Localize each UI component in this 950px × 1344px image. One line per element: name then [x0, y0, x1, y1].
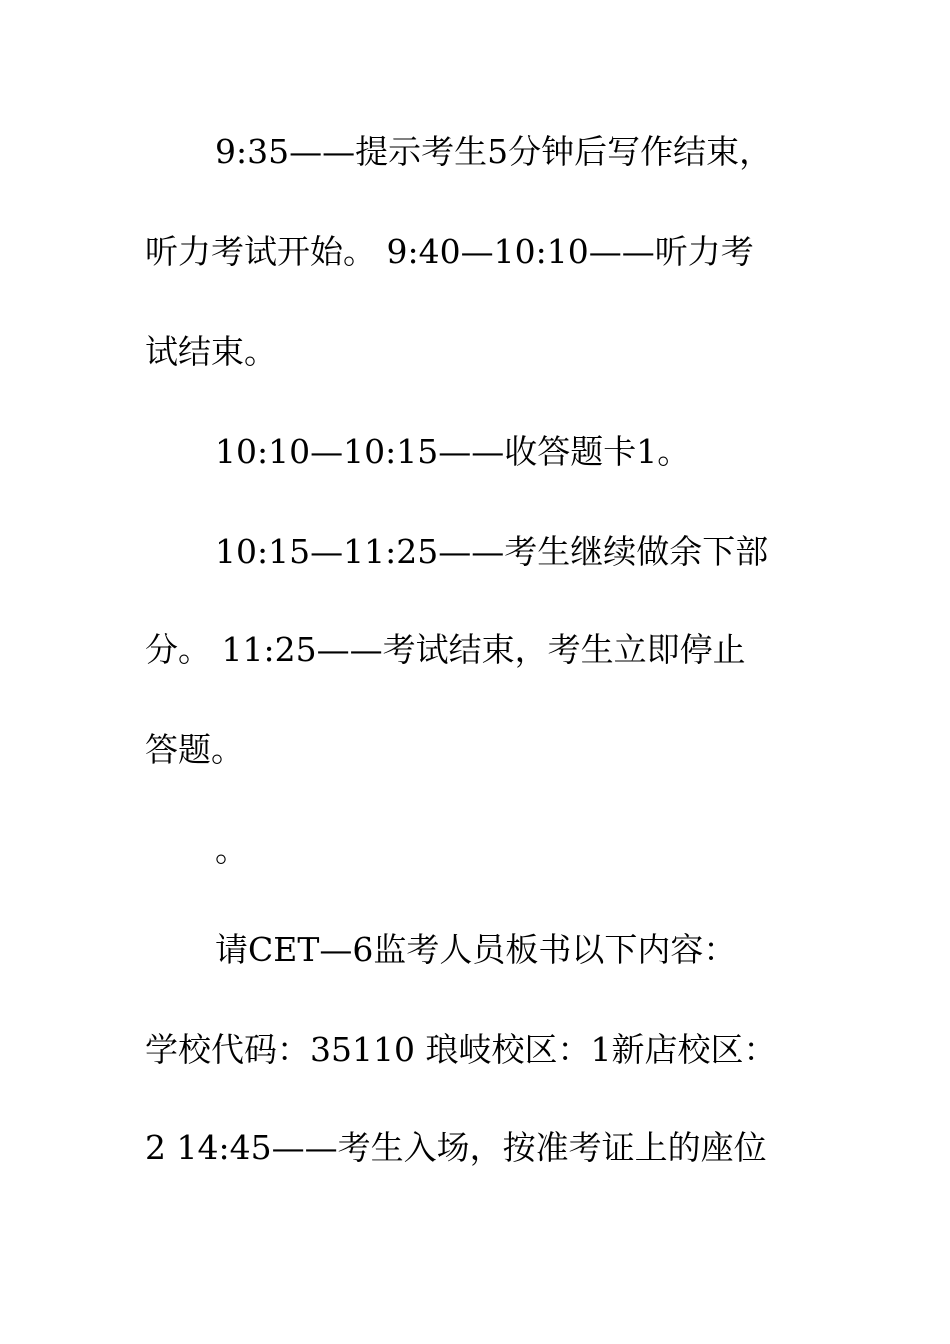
text-line-8: 。	[215, 830, 248, 869]
text-line-3: 试结束。	[145, 332, 277, 371]
text-line-9: 请CET—6监考人员板书以下内容：	[215, 930, 737, 969]
text-line-4: 10:10—10:15——收答题卡1。	[215, 432, 691, 471]
text-line-2: 听力考试开始。 9:40—10:10——听力考	[145, 232, 754, 271]
text-line-7: 答题。	[145, 730, 244, 769]
text-line-1: 9:35——提示考生5分钟后写作结束，	[215, 132, 773, 171]
text-line-5: 10:15—11:25——考生继续做余下部	[215, 532, 769, 571]
text-line-6: 分。 11:25——考试结束，考生立即停止	[145, 630, 746, 669]
text-line-11: 2 14:45——考生入场，按准考证上的座位	[145, 1128, 767, 1167]
text-line-10: 学校代码：35110 琅岐校区：1新店校区：	[145, 1030, 777, 1069]
